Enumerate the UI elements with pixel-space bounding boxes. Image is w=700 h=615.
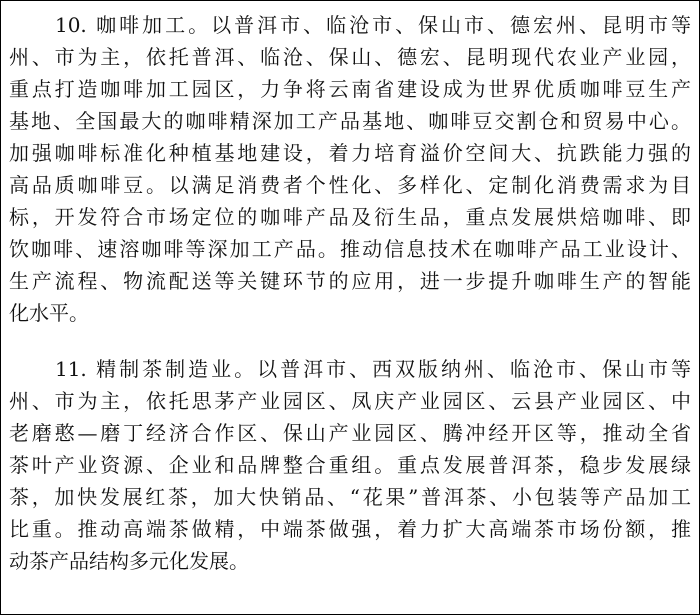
text-line: 州、市为主，依托思茅产业园区、凤庆产业园区、云县产业园区、中 <box>9 389 691 413</box>
text-line: 茶叶产业资源、企业和品牌整合重组。重点发展普洱茶，稳步发展绿 <box>9 453 691 477</box>
text-line: 重点打造咖啡加工园区，力争将云南省建设成为世界优质咖啡豆生产 <box>9 77 691 101</box>
text-line: 加强咖啡标准化种植基地建设，着力培育溢价空间大、抗跌能力强的 <box>9 141 691 165</box>
text-line: 生产流程、物流配送等关键环节的应用，进一步提升咖啡生产的智能 <box>9 269 691 293</box>
text-line: 饮咖啡、速溶咖啡等深加工产品。推动信息技术在咖啡产品工业设计、 <box>9 237 691 261</box>
text-line: 化水平。 <box>9 301 89 325</box>
text-line: 高品质咖啡豆。以满足消费者个性化、多样化、定制化消费需求为目 <box>9 173 691 197</box>
text-line: 老磨憨—磨丁经济合作区、保山产业园区、腾冲经开区等，推动全省 <box>9 421 691 445</box>
text-line: 基地、全国最大的咖啡精深加工产品基地、咖啡豆交割仓和贸易中心。 <box>9 109 691 133</box>
text-line: 动茶产品结构多元化发展。 <box>9 549 249 573</box>
text-line: 比重。推动高端茶做精，中端茶做强，着力扩大高端茶市场份额，推 <box>9 517 691 541</box>
text-line: 茶，加快发展红茶，加大快销品、“花果”普洱茶、小包装等产品加工 <box>9 485 691 509</box>
text-line: 标，开发符合市场定位的咖啡产品及衍生品，重点发展烘焙咖啡、即 <box>9 205 691 229</box>
text-line: 10. 咖啡加工。以普洱市、临沧市、保山市、德宏州、昆明市等 <box>9 13 691 37</box>
text-line: 11. 精制茶制造业。以普洱市、西双版纳州、临沧市、保山市等 <box>9 357 691 381</box>
text-line: 州、市为主，依托普洱、临沧、保山、德宏、昆明现代农业产业园， <box>9 45 691 69</box>
